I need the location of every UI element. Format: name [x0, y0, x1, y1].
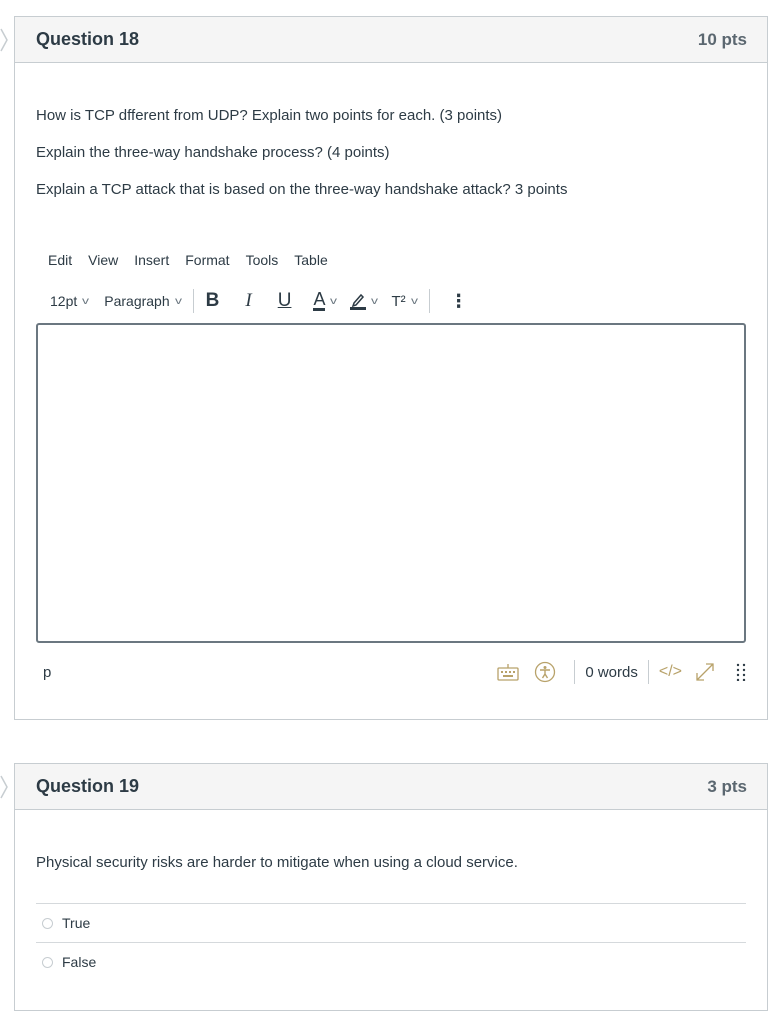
question-title: Question 18 [36, 29, 140, 49]
chevron-down-icon: v [330, 295, 338, 307]
word-count[interactable]: 0 words [585, 663, 638, 681]
fullscreen-expand-icon[interactable] [694, 661, 716, 683]
status-divider [648, 660, 649, 684]
toolbar-divider [193, 289, 194, 313]
question-line: Explain a TCP attack that is based on the three-way handshake attack? 3 points [36, 181, 568, 198]
menu-edit[interactable]: Edit [48, 252, 73, 268]
chevron-down-icon: v [174, 295, 182, 307]
question-line: How is TCP dfferent from UDP? Explain two points for each. (3 points) [36, 107, 503, 124]
chevron-down-icon: v [82, 295, 90, 307]
menu-format[interactable]: Format [185, 252, 230, 268]
question-header [15, 764, 767, 810]
resize-handle-icon[interactable] [736, 663, 746, 681]
bold-button[interactable]: B [205, 290, 220, 311]
font-size-value: 12pt [50, 293, 78, 309]
radio-button[interactable] [42, 957, 53, 968]
italic-button[interactable]: I [245, 290, 252, 311]
more-options-button[interactable]: ⋮ [449, 290, 468, 311]
menu-tools[interactable]: Tools [245, 252, 279, 268]
radio-button[interactable] [42, 918, 53, 929]
underline-button[interactable]: U [277, 290, 292, 311]
editor-statusbar [36, 659, 746, 685]
font-size-select[interactable] [50, 293, 88, 309]
element-path[interactable]: p [43, 663, 52, 681]
question-points: 10 pts [697, 29, 747, 49]
answer-option-true[interactable] [36, 904, 746, 943]
editor-toolbar [36, 289, 746, 313]
question-title: Question 19 [36, 776, 140, 796]
answer-list [36, 903, 746, 981]
rich-text-editor[interactable] [36, 323, 746, 643]
html-editor-button[interactable]: </> [658, 663, 682, 680]
answer-option-false[interactable] [36, 943, 746, 981]
question-text [36, 810, 746, 873]
chevron-down-icon: v [410, 295, 418, 307]
answer-label: True [62, 915, 91, 931]
menu-insert[interactable]: Insert [134, 252, 170, 268]
keyboard-shortcuts-icon[interactable] [497, 663, 519, 681]
menu-view[interactable]: View [88, 252, 119, 268]
question-line: Physical security risks are harder to mitigate when using a cloud service. [36, 854, 518, 871]
question-flag-icon[interactable] [0, 28, 10, 52]
menu-table[interactable]: Table [294, 252, 328, 268]
answer-label: False [62, 954, 97, 970]
highlight-color-button[interactable] [350, 292, 377, 310]
block-format-value: Paragraph [104, 293, 170, 309]
status-divider [574, 660, 575, 684]
question-points: 3 pts [707, 776, 747, 796]
question-19 [14, 763, 768, 1011]
question-header [15, 17, 767, 63]
text-color-icon: A [313, 289, 326, 309]
toolbar-divider [429, 289, 430, 313]
editor-menubar [36, 252, 746, 272]
question-line: Explain the three-way handshake process? (4 points) [36, 144, 390, 161]
superscript-icon: T² [391, 292, 406, 310]
question-flag-icon[interactable] [0, 775, 10, 799]
highlighter-icon [350, 292, 366, 310]
block-format-select[interactable] [104, 293, 180, 309]
question-18 [14, 16, 768, 720]
text-color-button[interactable] [313, 291, 336, 311]
chevron-down-icon: v [371, 295, 379, 307]
question-text [36, 63, 746, 200]
superscript-button[interactable] [391, 293, 416, 310]
accessibility-checker-icon[interactable] [534, 661, 556, 683]
